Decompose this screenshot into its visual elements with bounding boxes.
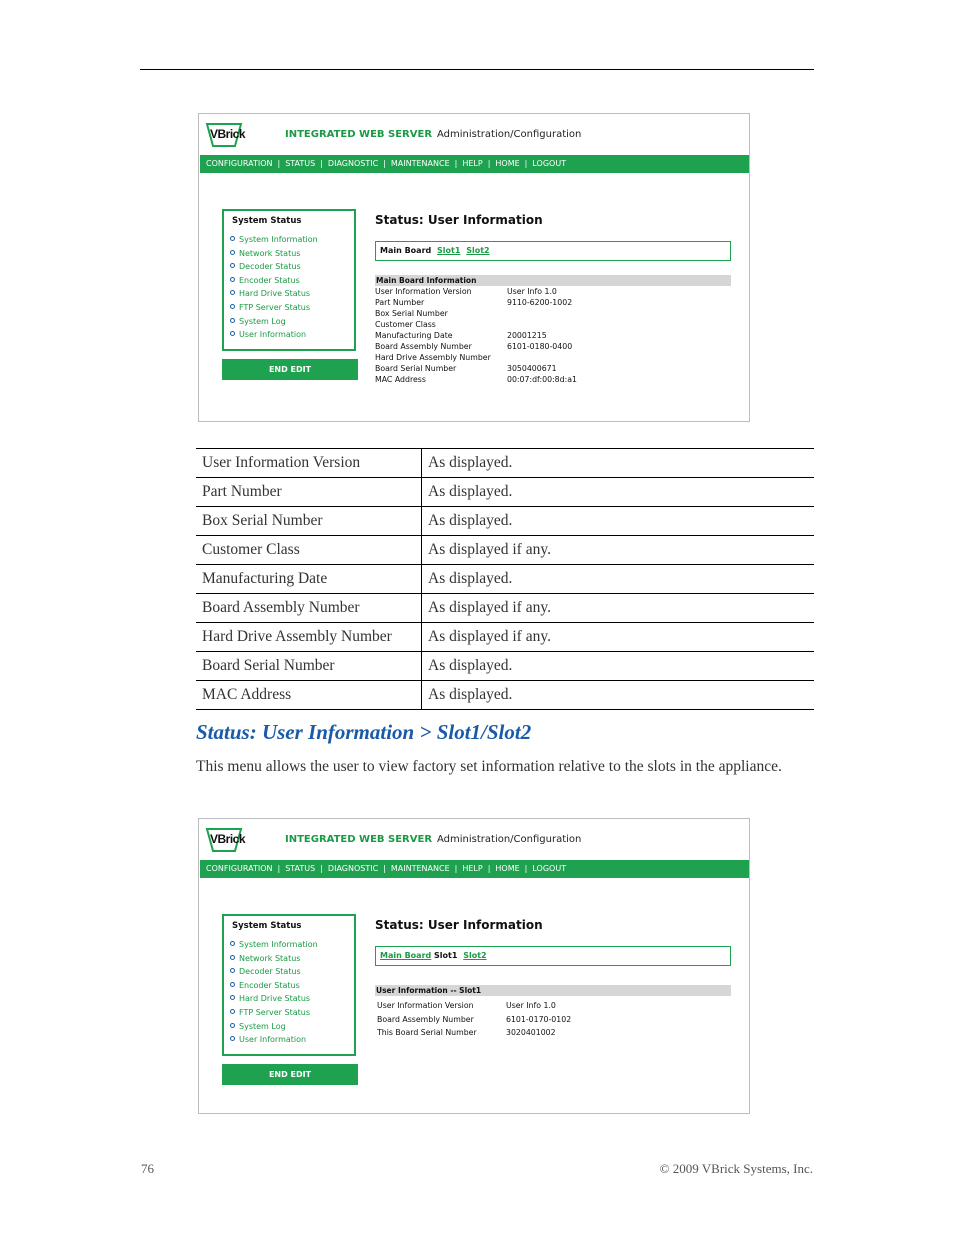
table-row: Part Number As displayed.	[196, 478, 814, 507]
sidebar-item-hard-drive-status[interactable]: Hard Drive Status	[230, 992, 318, 1006]
nav-bar: CONFIGURATION | STATUS | DIAGNOSTIC | MAINTENANCE | HELP | HOME | LOGOUT	[200, 155, 749, 173]
nav-diagnostic[interactable]: DIAGNOSTIC	[327, 864, 379, 873]
header-subtitle: Administration/Configuration	[437, 129, 582, 140]
copyright: © 2009 VBrick Systems, Inc.	[659, 1161, 813, 1176]
page-number: 76	[141, 1161, 154, 1176]
header-title: INTEGRATED WEB SERVER	[285, 834, 433, 845]
section-title: Status: User Information > Slot1/Slot2	[196, 720, 532, 744]
nav-configuration[interactable]: CONFIGURATION	[206, 159, 273, 168]
board-tabs	[375, 241, 731, 261]
header-subtitle: Administration/Configuration	[437, 834, 582, 845]
header-title: INTEGRATED WEB SERVER	[285, 129, 433, 140]
nav-maintenance[interactable]: MAINTENANCE	[390, 864, 450, 873]
nav-bar: CONFIGURATION | STATUS | DIAGNOSTIC | MAINTENANCE | HELP | HOME | LOGOUT	[200, 860, 749, 878]
table-row: Manufacturing Date As displayed.	[196, 565, 814, 594]
body-paragraph: This menu allows the user to view factory set information relative to the slots in the appliance.	[196, 758, 782, 775]
sidebar-title: System Status	[232, 216, 302, 226]
board-tabs	[375, 946, 731, 966]
sidebar-item-network-status[interactable]: Network Status	[230, 247, 318, 261]
screenshot-main-board: VBrick INTEGRATED WEB SERVER Administration/Configuration CONFIGURATION | STATUS | DIAGNOSTIC | MAINTENANCE | HELP | HOME | LOGOUT System Status System Information Network Status Decoder Status Encoder Status Hard Drive Status FTP Server Status System Log User Information END EDIT Status: User Information Main Board Slot1 Slot2 Main Board Information User Information Version User Info 1.0 Part Number 9110-6200-1002 Box Serial Number Customer Class Manufacturing Date 20001215 Board Assembly Number 6101-0180-0400 Hard Drive Assembly Number Board Serial Number 3050400671 MAC Address 00:07:df:00:8d:a1	[198, 113, 750, 422]
bullet-icon	[230, 982, 235, 987]
nav-maintenance[interactable]: MAINTENANCE	[390, 159, 450, 168]
end-edit-button[interactable]: END EDIT	[222, 1064, 358, 1085]
sidebar-item-network-status[interactable]: Network Status	[230, 952, 318, 966]
sidebar-item-encoder-status[interactable]: Encoder Status	[230, 979, 318, 993]
nav-home[interactable]: HOME	[495, 159, 520, 168]
sidebar-item-hard-drive-status[interactable]: Hard Drive Status	[230, 287, 318, 301]
sidebar-item-user-information[interactable]: User Information	[230, 1033, 318, 1047]
sidebar-item-decoder-status[interactable]: Decoder Status	[230, 260, 318, 274]
tab-slot2[interactable]: Slot2	[463, 951, 487, 960]
sidebar-item-encoder-status[interactable]: Encoder Status	[230, 274, 318, 288]
bullet-icon	[230, 1009, 235, 1014]
nav-configuration[interactable]: CONFIGURATION	[206, 864, 273, 873]
tab-main-board[interactable]: Main Board	[380, 246, 432, 255]
sidebar-item-ftp-server-status[interactable]: FTP Server Status	[230, 301, 318, 315]
screenshot-slot1: VBrick INTEGRATED WEB SERVER Administration/Configuration CONFIGURATION | STATUS | DIAGNOSTIC | MAINTENANCE | HELP | HOME | LOGOUT System Status System Information Network Status Decoder Status Encoder Status Hard Drive Status FTP Server Status System Log User Information END EDIT Status: User Information Main Board Slot1 Slot2 User Information -- Slot1 User Information Version User Info 1.0 Board Assembly Number 6101-0170-0102 This Board Serial Number 3020401002	[198, 818, 750, 1114]
nav-help[interactable]: HELP	[462, 159, 483, 168]
nav-status[interactable]: STATUS	[285, 159, 316, 168]
table-row: Box Serial Number As displayed.	[196, 507, 814, 536]
info-header: Main Board Information	[375, 275, 731, 286]
status-title: Status: User Information	[375, 213, 543, 227]
bullet-icon	[230, 1036, 235, 1041]
table-row: Hard Drive Assembly Number As displayed if any.	[196, 623, 814, 652]
sidebar-item-decoder-status[interactable]: Decoder Status	[230, 965, 318, 979]
nav-help[interactable]: HELP	[462, 864, 483, 873]
sidebar	[222, 914, 356, 1056]
bullet-icon	[230, 331, 235, 336]
bullet-icon	[230, 1023, 235, 1028]
info-header: User Information -- Slot1	[375, 985, 731, 996]
bullet-icon	[230, 318, 235, 323]
table-row: Board Serial Number As displayed.	[196, 652, 814, 681]
table-row: MAC Address As displayed.	[196, 681, 814, 710]
sidebar-item-system-log[interactable]: System Log	[230, 315, 318, 329]
bullet-icon	[230, 236, 235, 241]
tab-main-board[interactable]: Main Board	[380, 951, 432, 960]
logo-text: VBrick	[210, 832, 246, 846]
bullet-icon	[230, 968, 235, 973]
bullet-icon	[230, 995, 235, 1000]
table-row: User Information Version As displayed.	[196, 449, 814, 478]
bullet-icon	[230, 290, 235, 295]
tab-slot1[interactable]: Slot1	[434, 951, 458, 960]
sidebar	[222, 209, 356, 351]
bullet-icon	[230, 304, 235, 309]
bullet-icon	[230, 263, 235, 268]
bullet-icon	[230, 277, 235, 282]
nav-logout[interactable]: LOGOUT	[532, 864, 567, 873]
end-edit-button[interactable]: END EDIT	[222, 359, 358, 380]
field-description-table	[196, 448, 814, 710]
table-row: Board Assembly Number As displayed if any.	[196, 594, 814, 623]
logo-text: VBrick	[210, 127, 246, 141]
nav-logout[interactable]: LOGOUT	[532, 159, 567, 168]
bullet-icon	[230, 250, 235, 255]
table-row: Customer Class As displayed if any.	[196, 536, 814, 565]
sidebar-item-system-information[interactable]: System Information	[230, 233, 318, 247]
nav-home[interactable]: HOME	[495, 864, 520, 873]
tab-slot2[interactable]: Slot2	[466, 246, 490, 255]
bullet-icon	[230, 955, 235, 960]
top-rule	[140, 69, 814, 70]
nav-status[interactable]: STATUS	[285, 864, 316, 873]
sidebar-title: System Status	[232, 921, 302, 931]
nav-diagnostic[interactable]: DIAGNOSTIC	[327, 159, 379, 168]
bullet-icon	[230, 941, 235, 946]
sidebar-item-ftp-server-status[interactable]: FTP Server Status	[230, 1006, 318, 1020]
sidebar-item-system-log[interactable]: System Log	[230, 1020, 318, 1034]
sidebar-item-user-information[interactable]: User Information	[230, 328, 318, 342]
status-title: Status: User Information	[375, 918, 543, 932]
sidebar-item-system-information[interactable]: System Information	[230, 938, 318, 952]
tab-slot1[interactable]: Slot1	[437, 246, 461, 255]
